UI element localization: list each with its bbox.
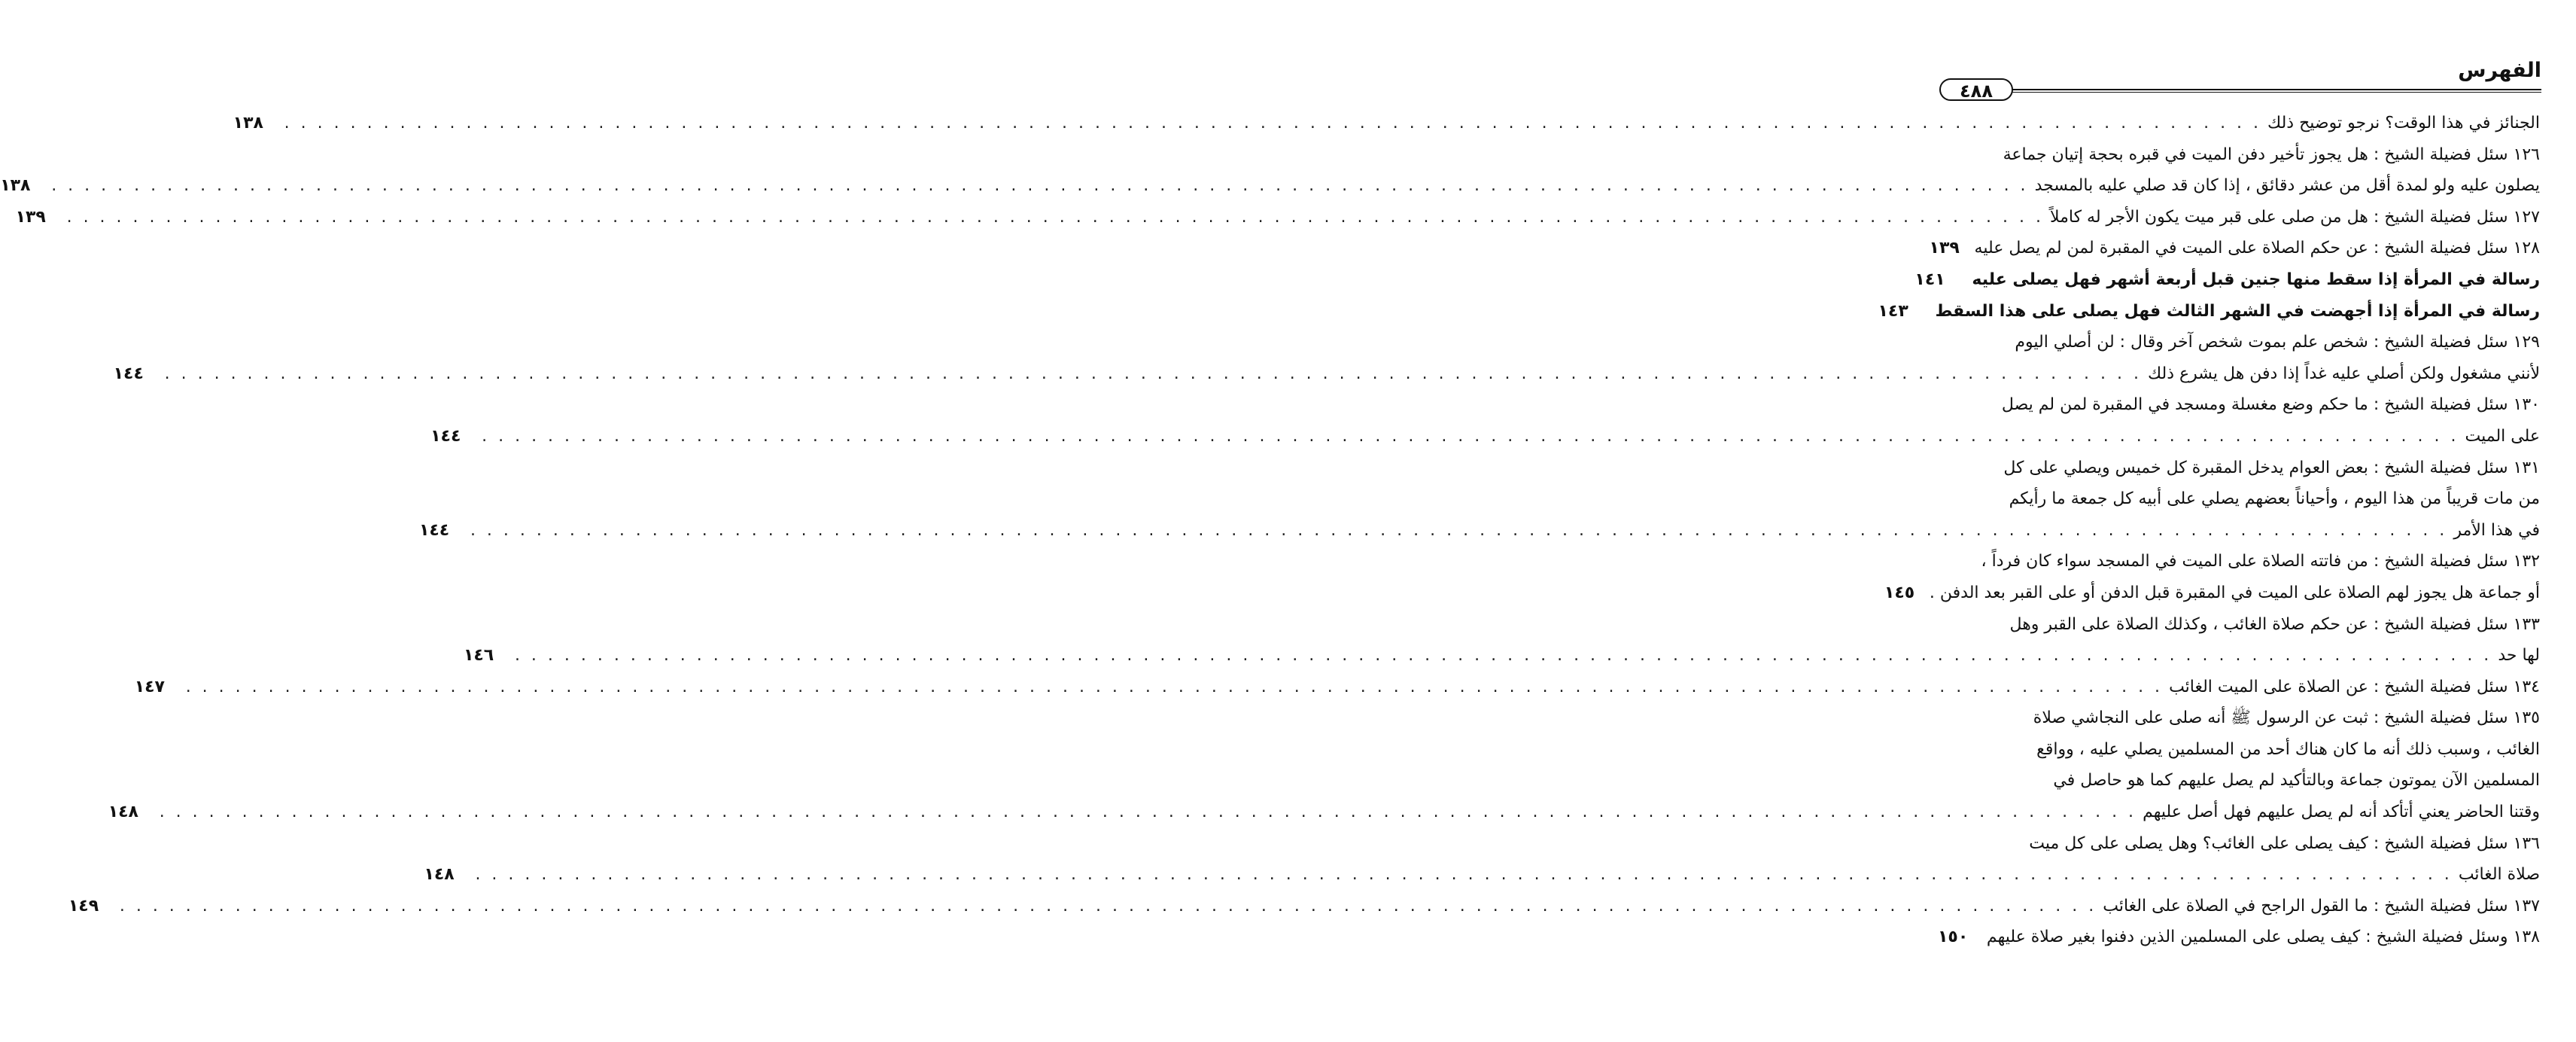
page-number: ٤٨٨ bbox=[1939, 78, 2013, 101]
toc-entry bbox=[418, 515, 2540, 547]
leader-dots: . . . . . . . . . . . . . . . . . . . . . . . . . . . . . . . . . . . . . . . . . . . . . . . . . . . . . . . . . . . . . . . . . . . . . . . . . . . . . . . . . . . . . . . . . . . . . . . . . . . . . . . . . . . . . . . . . . . . . . . . bbox=[185, 677, 2164, 696]
toc-entry bbox=[68, 891, 2540, 922]
leader-dots: . . . . . . . . . . . . . . . . . . . . . . . . . . . . . . . . . . . . . . . . . . . . . . . . . . . . . . . . . . . . . . . . . . . . . . . . . . . . . . . . . . . . . . . . . . . . . . . . . . . . . . . . . . . . . . . . . . . . . . . . bbox=[159, 803, 2137, 822]
toc-entry bbox=[1938, 734, 2540, 766]
toc-entry bbox=[1938, 702, 2540, 734]
toc-entry-text: من مات قريباً من هذا اليوم ، وأحياناً بعضهم يصلي على أبيه كل جمعة ما رأيكم bbox=[2009, 489, 2540, 509]
toc-entry bbox=[1938, 452, 2540, 484]
table-of-contents bbox=[0, 108, 2540, 953]
toc-entry-text: يصلون عليه ولو لمدة أقل من عشر دقائق ، إذا كان قد صلي عليه بالمسجد bbox=[2034, 176, 2540, 196]
toc-entry bbox=[1938, 483, 2540, 515]
toc-page-number: ١٤٨ bbox=[424, 865, 455, 885]
toc-entry bbox=[1938, 609, 2540, 641]
toc-entry bbox=[113, 358, 2540, 390]
toc-entry bbox=[108, 797, 2540, 828]
toc-entry bbox=[1915, 264, 2540, 296]
leader-dots: . . . . . . . . . . . . . . . . . . . . . . . . . . . . . . . . . . . . . . . . . . . . . . . . . . . . . . . . . . . . . . . . . . . . . . . . . . . . . . . . . . . . . . . . . . . . . . . . . . . . . . . . . . . . . . . . . . . . . . . . bbox=[482, 426, 2459, 446]
toc-entry-text: ١٣٠ سئل فضيلة الشيخ : ما حكم وضع مغسلة ومسجد في المقبرة لمن لم يصل bbox=[2001, 395, 2540, 415]
toc-entry bbox=[233, 108, 2540, 139]
toc-entry bbox=[1938, 765, 2540, 797]
toc-entry-text: على الميت bbox=[2465, 426, 2540, 446]
toc-page-number: ١٤٤ bbox=[418, 520, 450, 540]
leader-dots: . . . . . . . . . . . . . . . . . . . . . . . . . . . . . . . . . . . . . . . . . . . . . . . . . . . . . . . . . . . . . . . . . . . . . . . . . . . . . . . . . . . . . . . . . . . . . . . . . . . . . . . . . . . . . . . . . . . . . . . . bbox=[475, 865, 2453, 885]
toc-page-number: ١٣٨ bbox=[0, 176, 31, 196]
toc-page-number: ١٤٣ bbox=[1878, 301, 1908, 321]
toc-entry bbox=[1938, 828, 2540, 860]
toc-page-number: ١٤٥ bbox=[1884, 583, 1915, 602]
toc-entry bbox=[430, 421, 2540, 452]
toc-entry-text: ١٣٢ سئل فضيلة الشيخ : من فاتته الصلاة على الميت في المسجد سواء كان فرداً ، bbox=[1981, 552, 2540, 571]
toc-entry-text: الجنائز في هذا الوقت؟ نرجو توضيح ذلك bbox=[2267, 114, 2540, 133]
toc-entry bbox=[1938, 389, 2540, 421]
toc-entry bbox=[134, 672, 2540, 703]
page-header bbox=[1939, 59, 2541, 104]
toc-entry bbox=[15, 202, 2540, 233]
toc-entry bbox=[1884, 577, 2540, 609]
toc-page-number: ١٤٤ bbox=[430, 426, 461, 446]
toc-page-number: ١٣٩ bbox=[1929, 239, 1960, 258]
toc-entry-text: ١٣٦ سئل فضيلة الشيخ : كيف يصلى على الغائب؟ وهل يصلى على كل ميت bbox=[2029, 833, 2540, 853]
toc-page-number: ١٤٩ bbox=[68, 896, 99, 916]
toc-entry bbox=[1938, 139, 2540, 171]
leader-dots: . . . . . . . . . . . . . . . . . . . . . . . . . . . . . . . . . . . . . . . . . . . . . . . . . . . . . . . . . . . . . . . . . . . . . . . . . . . . . . . . . . . . . . . . . . . . . . . . . . . . . . . . . . . . . . . . . . . . . . . . bbox=[470, 520, 2448, 540]
toc-entry-text: في هذا الأمر bbox=[2453, 520, 2540, 540]
header-rule-thin bbox=[2012, 92, 2541, 93]
toc-page-number: ١٤٨ bbox=[108, 803, 138, 822]
leader-dots: . . . . . . . . . . . . . . . . . . . . . . . . . . . . . . . . . . . . . . . . . . . . . . . . . . . . . . . . . . . . . . . . . . . . . . . . . . . . . . . . . . . . . . . . . . . . . . . . . . . . . . . . . . . . . . . . . . . . . . . . bbox=[51, 176, 2029, 196]
toc-page-number: ١٤٤ bbox=[113, 364, 144, 383]
toc-entry bbox=[1938, 922, 2540, 953]
toc-entry-text: لها حد bbox=[2498, 646, 2540, 666]
toc-page-number: ١٤١ bbox=[1915, 270, 1945, 289]
toc-entry-text: ١٣٣ سئل فضيلة الشيخ : عن حكم صلاة الغائب ، وكذلك الصلاة على القبر وهل bbox=[2009, 614, 2540, 634]
leader-dots: . . . . . . . . . . . . . . . . . . . . . . . . . . . . . . . . . . . . . . . . . . . . . . . . . . . . . . . . . . . . . . . . . . . . . . . . . . . . . . . . . . . . . . . . . . . . . . . . . . . . . . . . . . . . . . . . . . . . . . . . bbox=[119, 896, 2097, 916]
toc-entry bbox=[1938, 327, 2540, 358]
toc-page-number: ١٤٧ bbox=[134, 677, 165, 696]
toc-entry-text: ١٢٦ سئل فضيلة الشيخ : هل يجوز تأخير دفن الميت في قبره بحجة إتيان جماعة bbox=[2003, 145, 2540, 164]
toc-entry-text: ١٣٧ سئل فضيلة الشيخ : ما القول الراجح في الصلاة على الغائب bbox=[2103, 896, 2540, 916]
toc-entry bbox=[0, 170, 2540, 202]
toc-entry bbox=[424, 859, 2540, 891]
header-title: الفهرس bbox=[2458, 59, 2541, 82]
header-rule bbox=[2012, 89, 2541, 90]
leader-dots: . . . . . . . . . . . . . . . . . . . . . . . . . . . . . . . . . . . . . . . . . . . . . . . . . . . . . . . . . . . . . . . . . . . . . . . . . . . . . . . . . . . . . . . . . . . . . . . . . . . . . . . . . . . . . . . . . . . . . . . . bbox=[284, 114, 2262, 133]
leader-dots: . . . . . . . . . . . . . . . . . . . . . . . . . . . . . . . . . . . . . . . . . . . . . . . . . . . . . . . . . . . . . . . . . . . . . . . . . . . . . . . . . . . . . . . . . . . . . . . . . . . . . . . . . . . . . . . . . . . . . . . . bbox=[514, 646, 2492, 666]
toc-page-number: ١٣٨ bbox=[233, 114, 263, 133]
toc-entry-text: ١٢٧ سئل فضيلة الشيخ : هل من صلى على قبر ميت يكون الأجر له كاملاً bbox=[2049, 207, 2540, 227]
toc-entry-text: وقتنا الحاضر يعني أتأكد أنه لم يصل عليهم فهل أصل عليهم bbox=[2143, 803, 2540, 822]
toc-entry-text: الغائب ، وسبب ذلك أنه ما كان هناك أحد من المسلمين يصلي عليه ، وواقع bbox=[2036, 739, 2540, 759]
toc-page-number: ١٥٠ bbox=[1938, 928, 1969, 947]
toc-entry bbox=[1878, 296, 2540, 328]
toc-entry-text: أو جماعة هل يجوز لهم الصلاة على الميت في المقبرة قبل الدفن أو على القبر بعد الدفن . bbox=[1929, 583, 2540, 602]
leader-dots: . . . . . . . . . . . . . . . . . . . . . . . . . . . . . . . . . . . . . . . . . . . . . . . . . . . . . . . . . . . . . . . . . . . . . . . . . . . . . . . . . . . . . . . . . . . . . . . . . . . . . . . . . . . . . . . . . . . . . . . . bbox=[66, 207, 2044, 227]
toc-entry bbox=[463, 640, 2540, 672]
toc-page-number: ١٣٩ bbox=[15, 207, 46, 227]
toc-entry-text: ١٣٨ وسئل فضيلة الشيخ : كيف يصلى على المسلمين الذين دفنوا بغير صلاة عليهم bbox=[1986, 928, 2540, 947]
leader-dots: . . . . . . . . . . . . . . . . . . . . . . . . . . . . . . . . . . . . . . . . . . . . . . . . . . . . . . . . . . . . . . . . . . . . . . . . . . . . . . . . . . . . . . . . . . . . . . . . . . . . . . . . . . . . . . . . . . . . . . . . bbox=[164, 364, 2142, 383]
toc-entry bbox=[1938, 546, 2540, 577]
toc-entry-text: المسلمين الآن يموتون جماعة وبالتأكيد لم يصل عليهم كما هو حاصل في bbox=[2053, 771, 2540, 791]
toc-entry-text: ١٣٤ سئل فضيلة الشيخ : عن الصلاة على الميت الغائب bbox=[2169, 677, 2540, 696]
toc-entry-text: ١٢٨ سئل فضيلة الشيخ : عن حكم الصلاة على الميت في المقبرة لمن لم يصل عليه bbox=[1974, 239, 2540, 258]
toc-page-number: ١٤٦ bbox=[463, 646, 494, 666]
toc-entry bbox=[1929, 233, 2540, 264]
toc-entry-text: رسالة في المرأة إذا أجهضت في الشهر الثالث فهل يصلى على هذا السقط bbox=[1935, 301, 2540, 321]
toc-entry-text: لأنني مشغول ولكن أصلي عليه غداً إذا دفن هل يشرع ذلك bbox=[2148, 364, 2540, 383]
toc-entry-text: ١٣١ سئل فضيلة الشيخ : بعض العوام يدخل المقبرة كل خميس ويصلي على كل bbox=[2003, 458, 2540, 477]
toc-entry-text: ١٢٩ سئل فضيلة الشيخ : شخص علم بموت شخص آخر وقال : لن أصلي اليوم bbox=[2015, 333, 2540, 352]
toc-entry-text: رسالة في المرأة إذا سقط منها جنين قبل أربعة أشهر فهل يصلى عليه bbox=[1972, 270, 2540, 289]
toc-entry-text: ١٣٥ سئل فضيلة الشيخ : ثبت عن الرسول ﷺ أنه صلى على النجاشي صلاة bbox=[2033, 708, 2540, 728]
toc-entry-text: صلاة الغائب bbox=[2458, 865, 2540, 885]
